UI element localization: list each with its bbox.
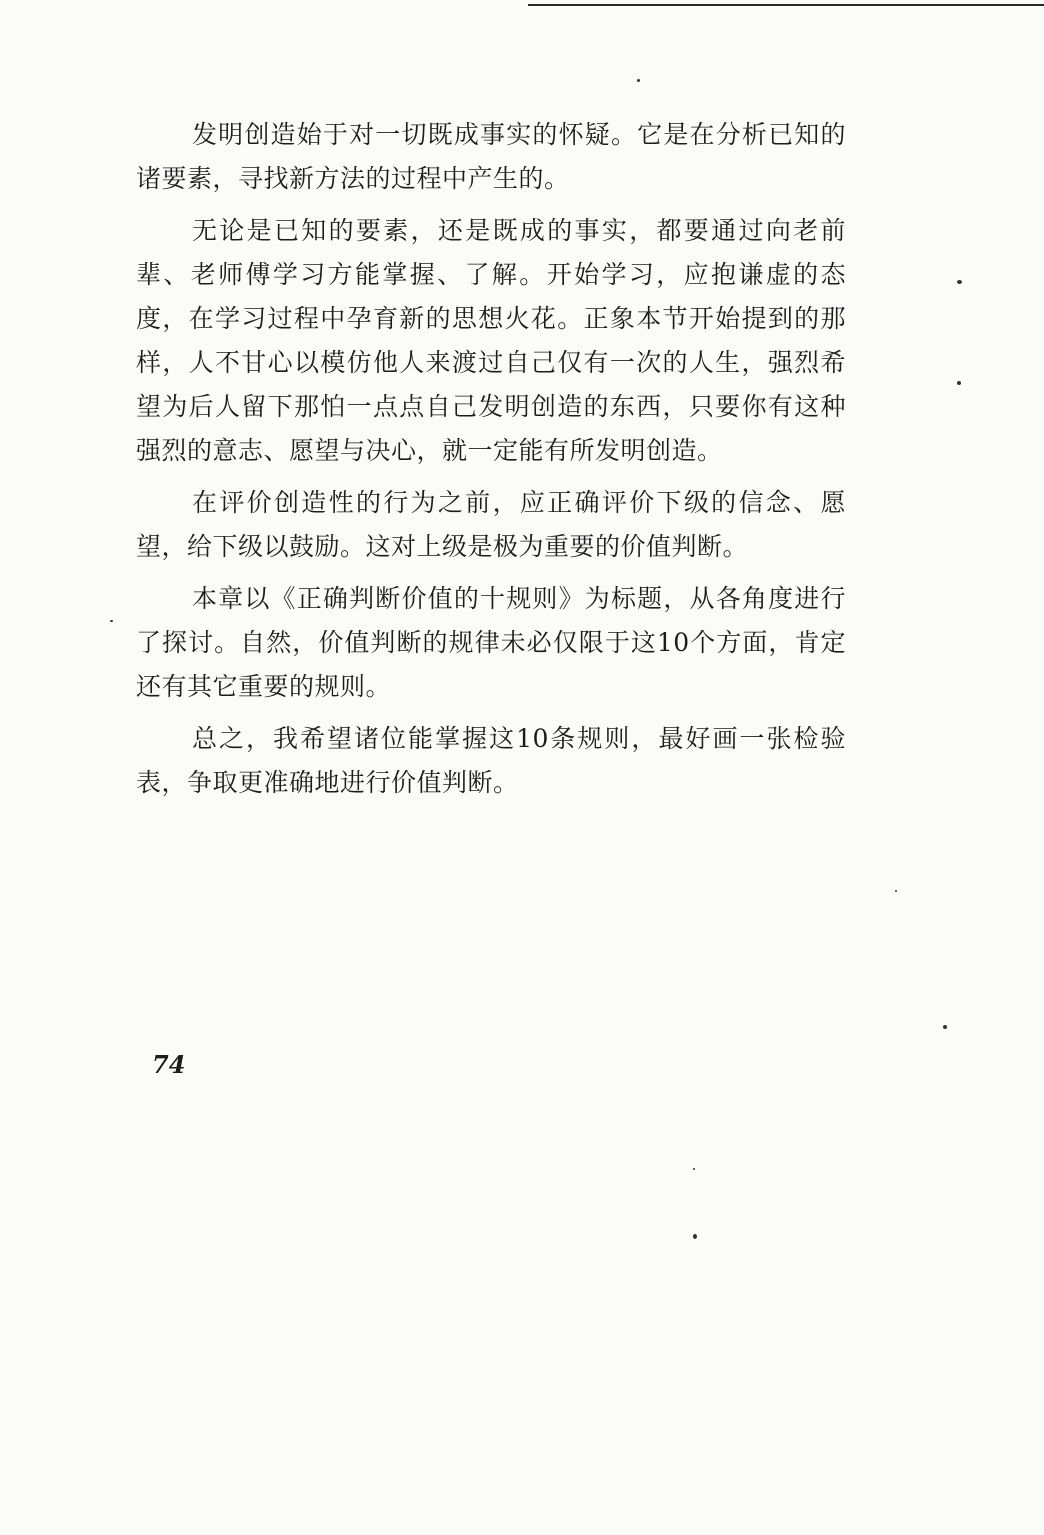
scan-speck	[943, 1025, 947, 1029]
paragraph-5: 总之，我希望诸位能掌握这10条规则，最好画一张检验表，争取更准确地进行价值判断。	[136, 724, 846, 797]
scan-speck	[693, 1168, 695, 1170]
scan-speck	[957, 280, 962, 284]
page-body	[136, 113, 846, 813]
top-rule	[528, 4, 1044, 6]
scan-speck	[637, 79, 640, 82]
paragraph-1: 发明创造始于对一切既成事实的怀疑。它是在分析已知的诸要素，寻找新方法的过程中产生的。	[136, 120, 846, 193]
page-number: 74	[152, 1050, 186, 1079]
scan-speck	[110, 620, 113, 622]
paragraph-3: 在评价创造性的行为之前，应正确评价下级的信念、愿望，给下级以鼓励。这对上级是极为重要的价值判断。	[136, 488, 846, 561]
scan-speck	[895, 890, 897, 892]
paragraph-4: 本章以《正确判断价值的十规则》为标题，从各角度进行了探讨。自然，价值判断的规律未必仅限于这10个方面，肯定还有其它重要的规则。	[136, 584, 846, 701]
scan-speck	[693, 1234, 697, 1239]
paragraph-2: 无论是已知的要素，还是既成的事实，都要通过向老前辈、老师傅学习方能掌握、了解。开始学习，应抱谦虚的态度，在学习过程中孕育新的思想火花。正象本节开始提到的那样，人不甘心以模仿他人来渡过自己仅有一次的人生，强烈希望为后人留下那怕一点点自己发明创造的东西，只要你有这种强烈的意志、愿望与决心，就一定能有所发明创造。	[136, 216, 846, 465]
scan-speck	[957, 381, 961, 385]
